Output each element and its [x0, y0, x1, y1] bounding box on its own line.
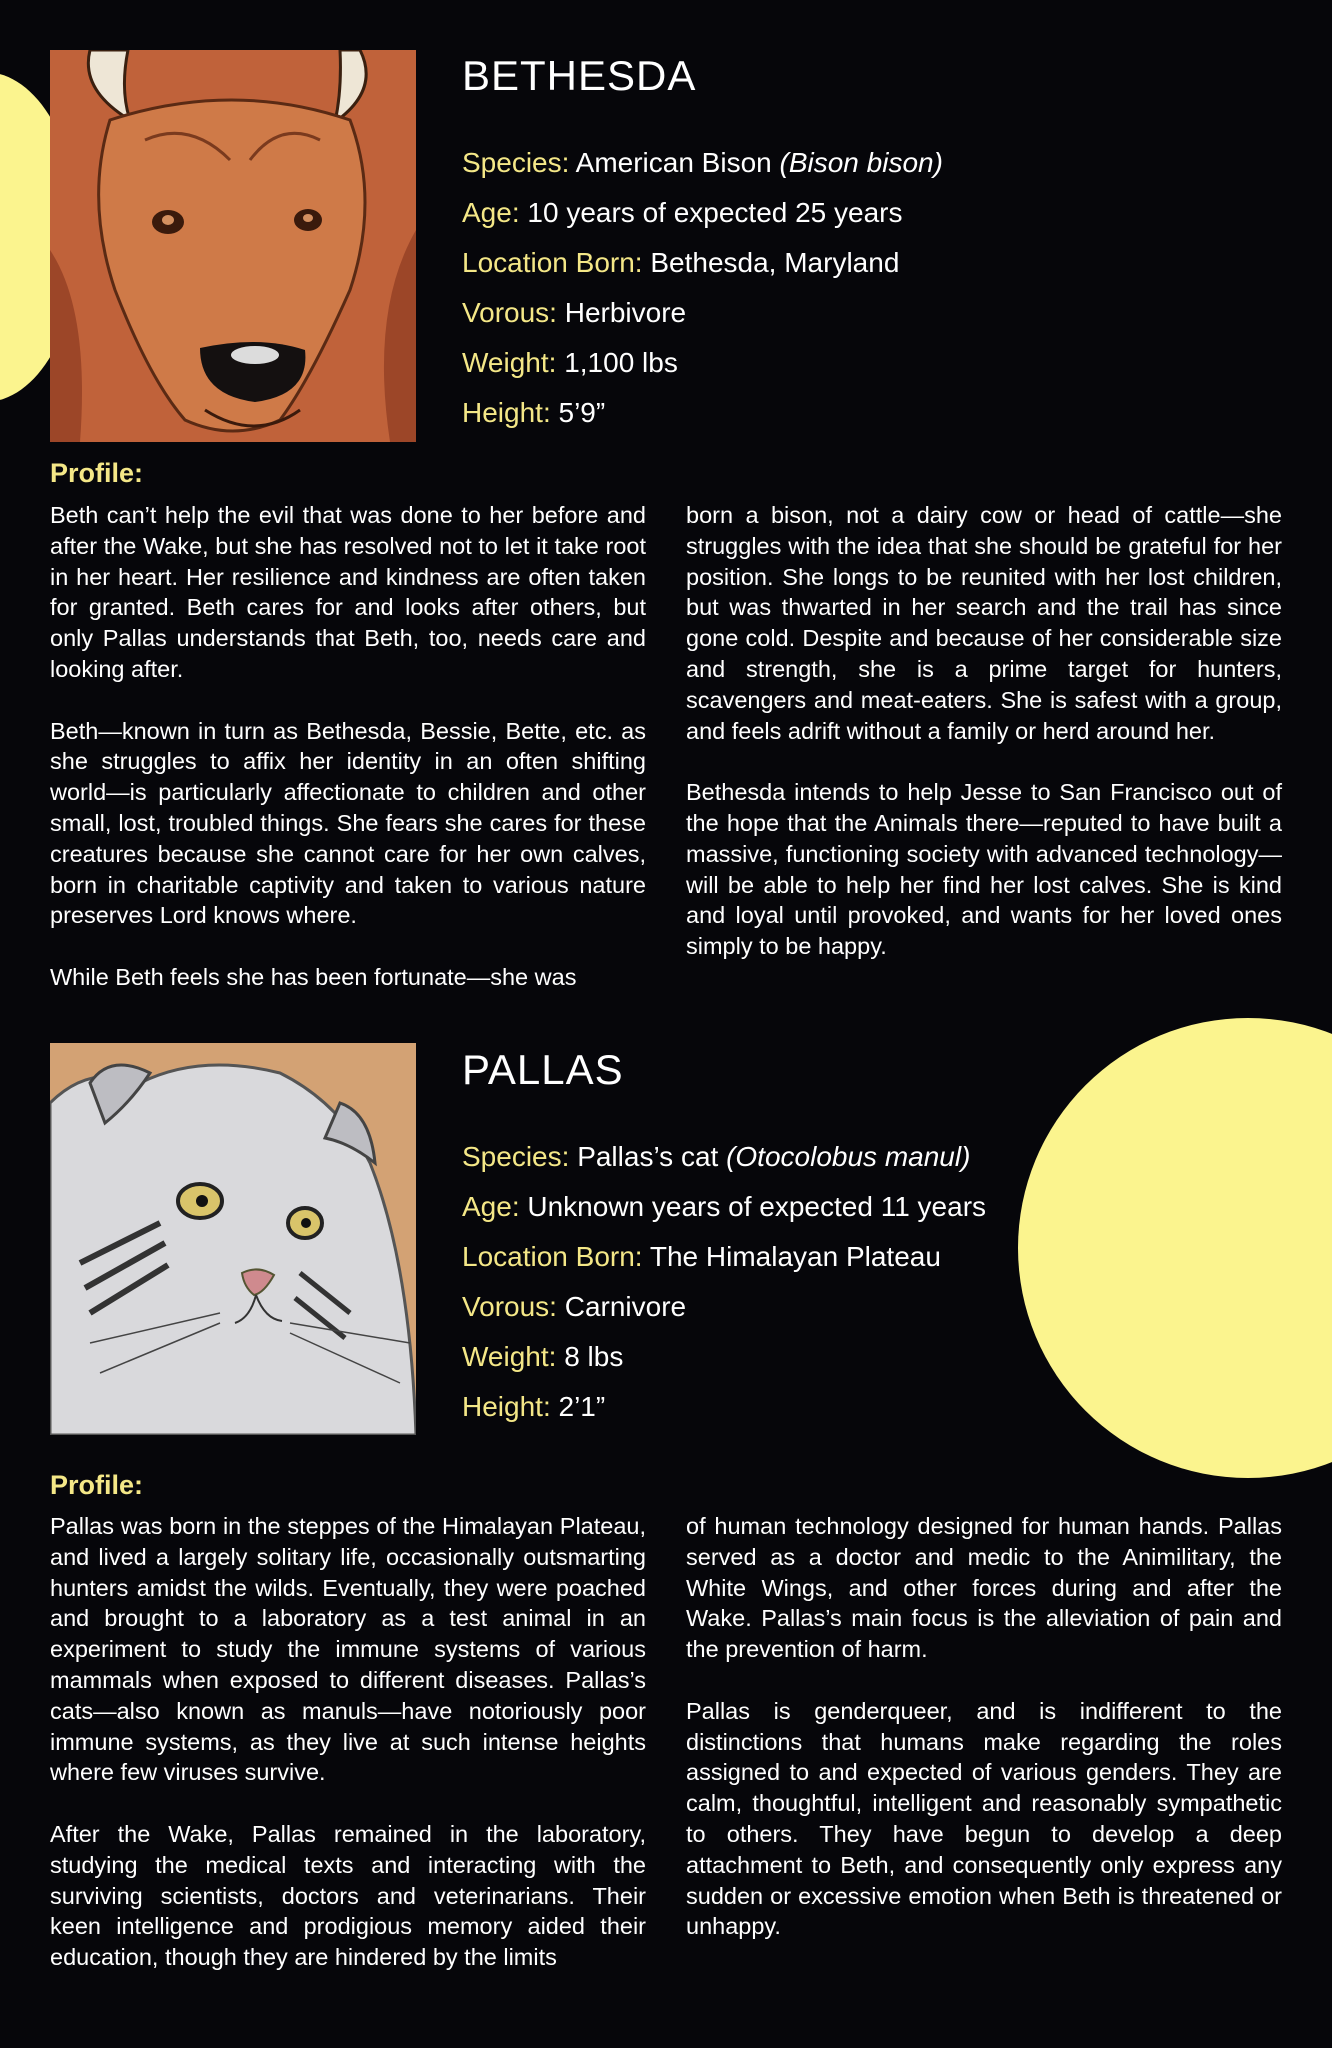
- profile-paragraph: of human technology designed for human hands. Pallas served as a doctor and medic to the Animilitary, the White Wings, and other forces during and after the Wake. Pallas’s main focus is the alleviation of pain and the prevention of harm.: [686, 1513, 1282, 1663]
- profile-paragraph: After the Wake, Pallas remained in the laboratory, studying the medical texts and interacting with the surviving scientists, doctors and veterinarians. Their keen intelligence and prodigious memory aided their education, though they are hindered by the limits: [50, 1820, 646, 1971]
- stat-label: Vorous:: [462, 1291, 557, 1322]
- stat-label: Height:: [462, 1391, 551, 1422]
- stat-label: Vorous:: [462, 297, 557, 328]
- profile-paragraph: Beth can’t help the evil that was done to her before and after the Wake, but she has resolved not to let it take root in her heart. Her resilience and kindness are often taken for granted. Beth cares for and looks after others, but only Pallas understands that Beth, too, needs care and looking after.: [50, 502, 646, 682]
- stat-weight: [462, 344, 943, 394]
- stat-value: 5’9”: [558, 397, 606, 428]
- profile-paragraph: Bethesda intends to help Jesse to San Francisco out of the hope that the Animals there—reputed to have built a massive, functioning society with advanced technology—will be able to help her find her lost calves. She is kind and loyal until provoked, and wants for her loved ones simply to be happy.: [686, 779, 1282, 960]
- stat-species: [462, 144, 943, 194]
- profile-paragraph: born a bison, not a dairy cow or head of cattle—she struggles with the idea that she should be grateful for her position. She longs to be reunited with her lost children, but was thwarted in her search and the trail has since gone cold. Despite and because of her considerable size and strength, she is a prime target for hunters, scavengers and meat-eaters. She is safest with a group, and feels adrift without a family or herd around her.: [686, 502, 1282, 744]
- stat-vorous: [462, 294, 943, 344]
- stat-label: Location Born:: [462, 1241, 643, 1272]
- bethesda-portrait: [50, 50, 416, 442]
- cat-illustration: [50, 1043, 416, 1435]
- bethesda-name: BETHESDA: [462, 52, 697, 99]
- stat-vorous: [462, 1288, 986, 1338]
- stat-label: Age:: [462, 197, 520, 228]
- stat-value: 2’1”: [558, 1391, 606, 1422]
- stat-location-born: [462, 244, 943, 294]
- stat-value: 1,100 lbs: [564, 347, 678, 378]
- stat-age: [462, 194, 943, 244]
- stat-value: Pallas’s cat: [577, 1141, 719, 1172]
- stat-value: 10 years of expected 25 years: [527, 197, 903, 228]
- pallas-stats: [462, 1138, 986, 1438]
- stat-value: Herbivore: [564, 297, 687, 328]
- stat-height: [462, 394, 943, 444]
- stat-label: Weight:: [462, 1341, 557, 1372]
- stat-age: [462, 1188, 986, 1238]
- pallas-name: PALLAS: [462, 1046, 624, 1093]
- profile-paragraph: While Beth feels she has been fortunate—she was: [50, 963, 577, 990]
- stat-value: Bethesda, Maryland: [650, 247, 900, 278]
- stat-value: Carnivore: [564, 1291, 687, 1322]
- stat-value: 8 lbs: [564, 1341, 624, 1372]
- stat-latin-name: (Bison bison): [779, 147, 943, 178]
- profile-paragraph: Pallas is genderqueer, and is indifferent to the distinctions that humans make regarding the roles assigned to and expected of various genders. They are calm, thoughtful, intelligent and reasonably sympathetic to others. They have begun to develop a deep attachment to Beth, and consequently only express any sudden or excessive emotion when Beth is threatened or unhappy.: [686, 1697, 1282, 1940]
- bethesda-stats: [462, 144, 943, 444]
- stat-location-born: [462, 1238, 986, 1288]
- pallas-profile-column-left: [50, 1511, 646, 2004]
- stat-value: Unknown years of expected 11 years: [527, 1191, 987, 1222]
- pallas-profile-column-right: [686, 1511, 1282, 1973]
- stat-height: [462, 1388, 986, 1438]
- stat-label: Weight:: [462, 347, 557, 378]
- pallas-portrait: [50, 1043, 416, 1435]
- stat-species: [462, 1138, 986, 1188]
- stat-weight: [462, 1338, 986, 1388]
- bethesda-profile-column-left: [50, 500, 646, 1024]
- stat-label: Location Born:: [462, 247, 643, 278]
- profile-paragraph: Beth—known in turn as Bethesda, Bessie, Bette, etc. as she struggles to affix her identity in an often shifting world—is particularly affectionate to children and other small, lost, troubled things. She fears she cares for these creatures because she cannot care for her own calves, born in charitable captivity and taken to various nature preserves Lord knows where.: [50, 717, 646, 929]
- stat-label: Species:: [462, 1141, 570, 1172]
- stat-value: American Bison: [575, 147, 772, 178]
- profile-paragraph: Pallas was born in the steppes of the Himalayan Plateau, and lived a largely solitary life, occasionally outsmarting hunters amidst the wilds. Eventually, they were poached and brought to a laboratory as a test animal in an experiment to study the immune systems of various mammals when exposed to different diseases. Pallas’s cats—also known as manuls—have notoriously poor immune systems, as they live at such intense heights where few viruses survive.: [50, 1513, 646, 1786]
- pallas-profile-heading: Profile:: [50, 1470, 144, 1500]
- bison-illustration: [50, 50, 416, 442]
- stat-value: The Himalayan Plateau: [649, 1241, 941, 1272]
- stat-label: Height:: [462, 397, 551, 428]
- bethesda-profile-column-right: [686, 500, 1282, 993]
- bethesda-profile-heading: Profile:: [50, 458, 144, 488]
- stat-label: Age:: [462, 1191, 520, 1222]
- stat-label: Species:: [462, 147, 570, 178]
- stat-latin-name: (Otocolobus manul): [726, 1141, 971, 1172]
- moon-decoration-right: [1018, 1018, 1332, 1478]
